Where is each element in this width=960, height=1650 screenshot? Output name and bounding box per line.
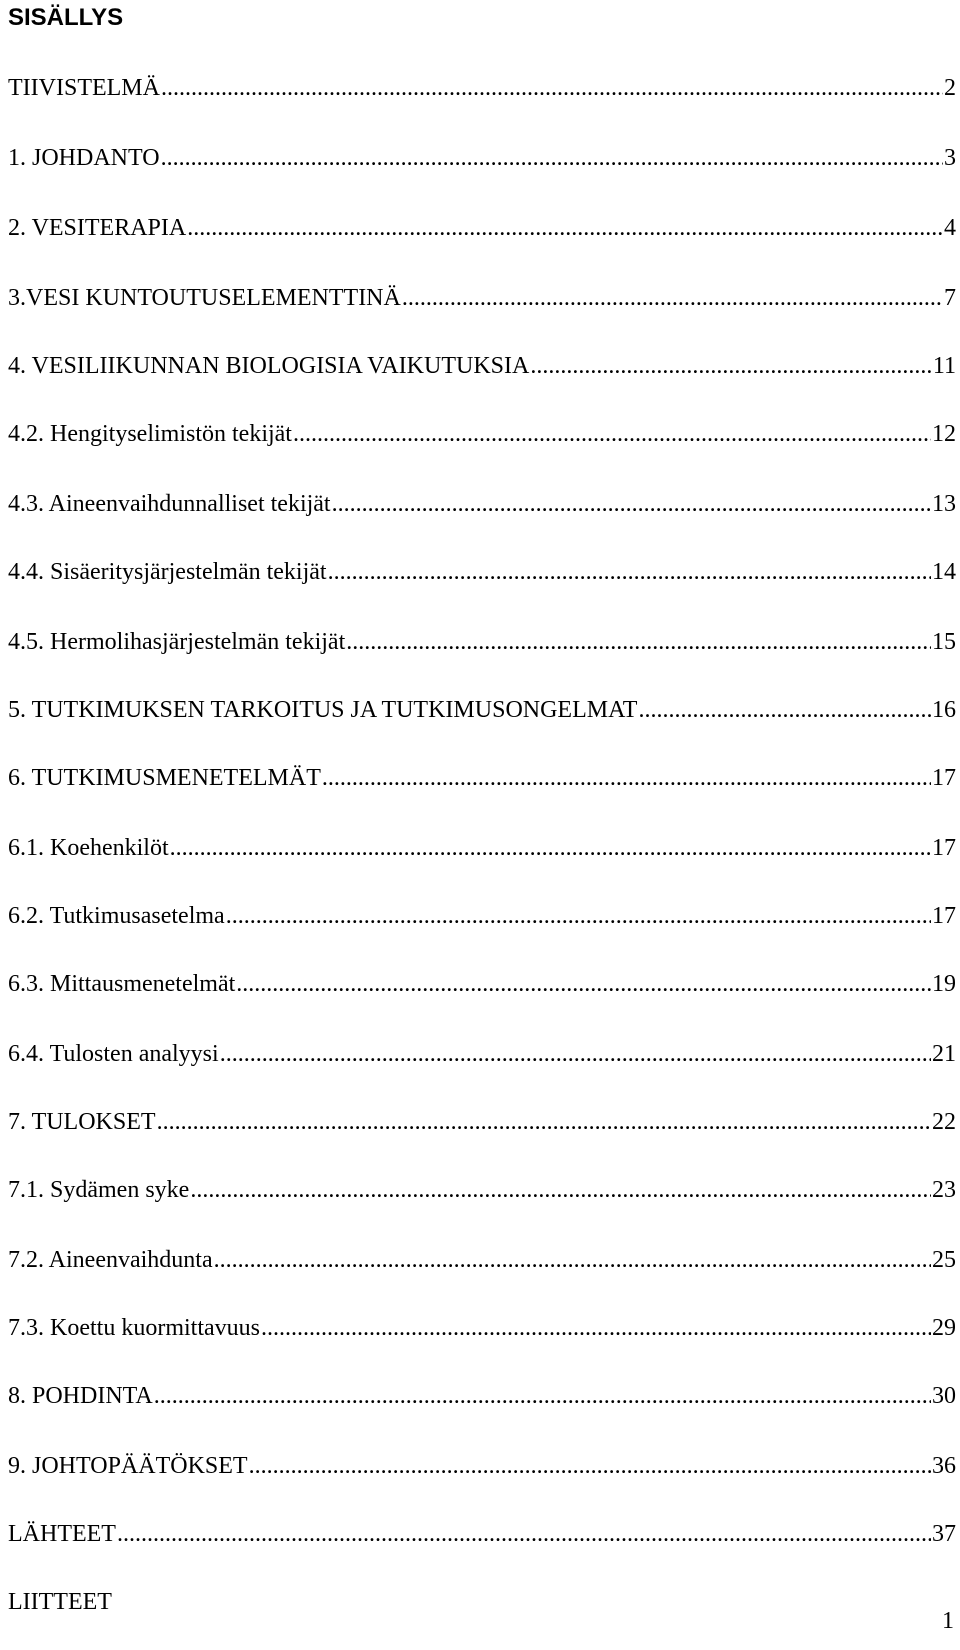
toc-entry-page: 17 (932, 835, 956, 861)
toc-entry[interactable] (8, 1174, 956, 1206)
toc-entry-label: 8. POHDINTA (8, 1383, 153, 1409)
toc-entry[interactable] (8, 282, 956, 314)
toc-entry-label: 4.3. Aineenvaihdunnalliset tekijät (8, 491, 331, 517)
toc-entry[interactable] (8, 142, 956, 174)
toc-entry-page: 16 (932, 697, 956, 723)
toc-leader-dots (346, 626, 931, 658)
toc-leader-dots (161, 72, 943, 104)
toc-leader-dots (220, 1038, 931, 1070)
toc-leader-dots (261, 1312, 931, 1344)
toc-entry-label: 6.3. Mittausmenetelmät (8, 971, 236, 997)
toc-leader-dots (530, 350, 932, 382)
toc-leader-dots (638, 694, 931, 726)
toc-entry-label: 7.1. Sydämen syke (8, 1177, 190, 1203)
toc-entry-label: 4. VESILIIKUNNAN BIOLOGISIA VAIKUTUKSIA (8, 353, 530, 379)
toc-entry-page: 17 (932, 903, 956, 929)
toc-leader-dots (117, 1518, 931, 1550)
toc-leader-dots (214, 1244, 931, 1276)
toc-entry-page: 17 (932, 765, 956, 791)
toc-entry-page: 22 (932, 1109, 956, 1135)
toc-entry[interactable] (8, 350, 956, 382)
toc-entry-label: LIITTEET (8, 1589, 112, 1615)
toc-entry-label: 6.2. Tutkimusasetelma (8, 903, 225, 929)
toc-entry[interactable] (8, 556, 956, 588)
toc-leader-dots (293, 418, 931, 450)
toc-entry-page: 29 (932, 1315, 956, 1341)
toc-entry-page: 25 (932, 1247, 956, 1273)
toc-entry[interactable] (8, 1586, 956, 1618)
toc-leader-dots (170, 832, 931, 864)
toc-entry-label: 4.5. Hermolihasjärjestelmän tekijät (8, 629, 346, 655)
toc-entry-label: 9. JOHTOPÄÄTÖKSET (8, 1453, 248, 1479)
toc-entry[interactable] (8, 1244, 956, 1276)
toc-entry-page: 11 (932, 353, 956, 379)
toc-entry-page: 13 (932, 491, 956, 517)
toc-leader-dots (402, 282, 943, 314)
toc-leader-dots (154, 1380, 931, 1412)
toc-entry-page: 15 (932, 629, 956, 655)
toc-leader-dots (236, 968, 931, 1000)
toc-entry[interactable] (8, 1312, 956, 1344)
toc-entry-page: 37 (932, 1521, 956, 1547)
toc-entry[interactable] (8, 762, 956, 794)
toc-entry-label: 3.VESI KUNTOUTUSELEMENTTINÄ (8, 285, 401, 311)
toc-entry[interactable] (8, 1106, 956, 1138)
toc-entry[interactable] (8, 488, 956, 520)
toc-entry[interactable] (8, 900, 956, 932)
toc-leader-dots (187, 212, 943, 244)
toc-entry[interactable] (8, 72, 956, 104)
toc-entry-label: 7. TULOKSET (8, 1109, 156, 1135)
page-number: 1 (942, 1608, 954, 1634)
toc-entry-page: 21 (932, 1041, 956, 1067)
toc-leader-dots (249, 1450, 931, 1482)
toc-leader-dots (190, 1174, 931, 1206)
toc-entry-page: 36 (932, 1453, 956, 1479)
toc-leader-dots (226, 900, 931, 932)
toc-entry-page: 3 (944, 145, 956, 171)
toc-entry[interactable] (8, 1518, 956, 1550)
toc-leader-dots (332, 488, 931, 520)
toc-leader-dots (322, 762, 931, 794)
toc-entry-page: 19 (932, 971, 956, 997)
toc-entry-page: 4 (944, 215, 956, 241)
toc-entry-page: 23 (932, 1177, 956, 1203)
toc-entry[interactable] (8, 694, 956, 726)
toc-entry[interactable] (8, 212, 956, 244)
toc-entry-label: 5. TUTKIMUKSEN TARKOITUS JA TUTKIMUSONGELMAT (8, 697, 638, 723)
toc-entry-label: 6. TUTKIMUSMENETELMÄT (8, 765, 321, 791)
toc-entry-page: 14 (932, 559, 956, 585)
toc-entry[interactable] (8, 418, 956, 450)
toc-entry[interactable] (8, 1450, 956, 1482)
toc-entry-label: 6.4. Tulosten analyysi (8, 1041, 219, 1067)
toc-entry-label: 4.2. Hengityselimistön tekijät (8, 421, 292, 447)
toc-entry-label: 4.4. Sisäeritysjärjestelmän tekijät (8, 559, 327, 585)
toc-entry-label: TIIVISTELMÄ (8, 75, 160, 101)
toc-leader-dots (328, 556, 931, 588)
toc-entry-label: 7.2. Aineenvaihdunta (8, 1247, 213, 1273)
toc-entry-label: 2. VESITERAPIA (8, 215, 187, 241)
toc-entry[interactable] (8, 832, 956, 864)
toc-entry-page: 30 (932, 1383, 956, 1409)
page-title: SISÄLLYS (8, 4, 124, 31)
toc-entry-label: LÄHTEET (8, 1521, 116, 1547)
toc-entry-page: 12 (932, 421, 956, 447)
toc-entry-label: 6.1. Koehenkilöt (8, 835, 169, 861)
toc-entry[interactable] (8, 626, 956, 658)
toc-entry-page: 2 (944, 75, 956, 101)
toc-entry[interactable] (8, 1038, 956, 1070)
toc-entry-label: 7.3. Koettu kuormittavuus (8, 1315, 260, 1341)
toc-entry[interactable] (8, 968, 956, 1000)
toc-leader-dots (157, 1106, 931, 1138)
toc-entry[interactable] (8, 1380, 956, 1412)
toc-leader-dots (161, 142, 943, 174)
toc-entry-label: 1. JOHDANTO (8, 145, 160, 171)
toc-entry-page: 7 (944, 285, 956, 311)
